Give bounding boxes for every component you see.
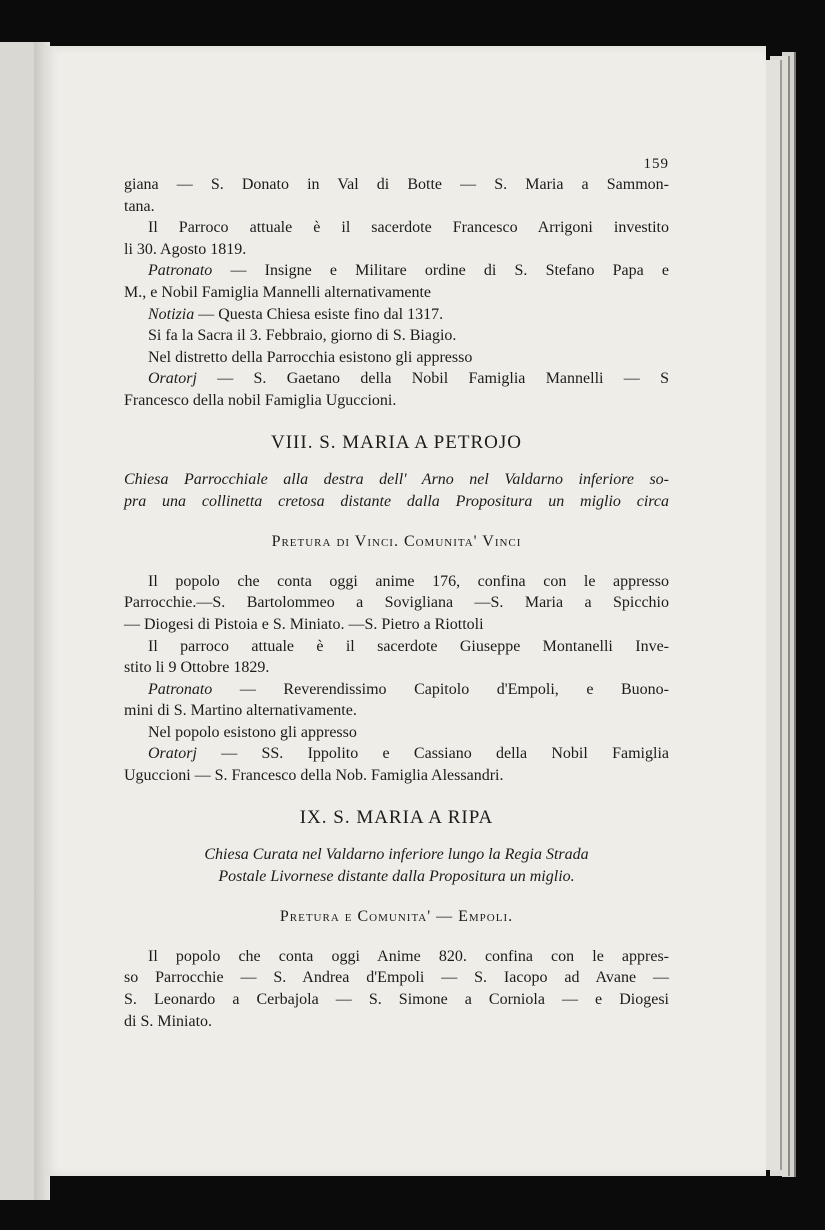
text-line: stito li 9 Ottobre 1829. [124,659,270,677]
text-line: Il Parroco attuale è il sacerdote Francesco Arrigoni investito [148,219,669,237]
page-number: 159 [643,156,669,172]
text-line: S. Leonardo a Cerbajola — S. Simone a Corniola — e Diogesi [124,991,669,1009]
text-line: di S. Miniato. [124,1012,213,1030]
notizia-line [124,304,669,326]
oratorj-text: — SS. Ippolito e Cassiano della Nobil Famiglia [196,745,669,763]
oratorj-label: Oratorj [148,745,197,763]
oratorj-line [124,743,669,765]
oratorj-text: — S. Gaetano della Nobil Famiglia Mannelli — S [196,370,669,388]
text-line: Parrocchie.—S. Bartolommeo a Sovigliana —S. Maria a Spicchio [124,594,669,612]
text-line: tana. [124,197,155,215]
oratorj-line [124,368,669,390]
description-line: Chiesa Parrocchiale alla destra dell' Arno nel Valdarno inferiore so- [124,471,669,489]
section-description [124,469,669,513]
description-line: pra una collinetta cretosa distante dalla Propositura un miglio circa [124,493,669,511]
pretura-heading: Pretura di Vinci. Comunita' Vinci [271,533,522,551]
notizia-label: Notizia [148,305,195,323]
pretura-heading: Pretura e Comunita' — Empoli. [279,908,514,926]
section-description [124,844,669,888]
page-content [124,156,669,1032]
patronato-text: — Reverendissimo Capitolo d'Empoli, e Buono- [212,680,669,698]
patronato-text: — Insigne e Militare ordine di S. Stefano Papa e [212,262,669,280]
text-line: mini di S. Martino alternativamente. [124,702,357,720]
book-page [44,46,766,1176]
text-line: li 30. Agosto 1819. [124,240,247,258]
text-line: Il popolo che conta oggi anime 176, confina con le appresso [148,572,669,590]
text-line: Nel popolo esistono gli appresso [148,723,357,741]
text-line: — Diogesi di Pistoia e S. Miniato. —S. Pietro a Riottoli [124,615,484,633]
oratorj-label: Oratorj [148,370,197,388]
text-line: Il parroco attuale è il sacerdote Giuseppe Montanelli Inve- [148,637,669,655]
section-title: VIII. S. MARIA A PETROJO [271,431,522,453]
text-line: so Parrocchie — S. Andrea d'Empoli — S. Iacopo ad Avane — [124,969,669,987]
text-line: M., e Nobil Famiglia Mannelli alternativamente [124,283,432,301]
patronato-line [124,679,669,701]
text-line: Francesco della nobil Famiglia Uguccioni. [124,391,397,409]
section-title: IX. S. MARIA A RIPA [299,806,494,828]
patronato-label: Patronato [148,262,213,280]
text-line: Nel distretto della Parrocchia esistono gli appresso [148,348,473,366]
description-line: Postale Livornese distante dalla Propositura un miglio. [218,868,575,886]
text-line: giana — S. Donato in Val di Botte — S. Maria a Sammon- [124,176,669,193]
text-line: Uguccioni — S. Francesco della Nob. Famiglia Alessandri. [124,767,504,785]
text-line: Si fa la Sacra il 3. Febbraio, giorno di S. Biagio. [148,327,457,345]
patronato-line [124,260,669,282]
description-line: Chiesa Curata nel Valdarno inferiore lungo la Regia Strada [204,846,589,864]
notizia-text: — Questa Chiesa esiste fino dal 1317. [194,305,444,323]
patronato-label: Patronato [148,680,213,698]
text-line: Il popolo che conta oggi Anime 820. confina con le appres- [148,947,669,965]
